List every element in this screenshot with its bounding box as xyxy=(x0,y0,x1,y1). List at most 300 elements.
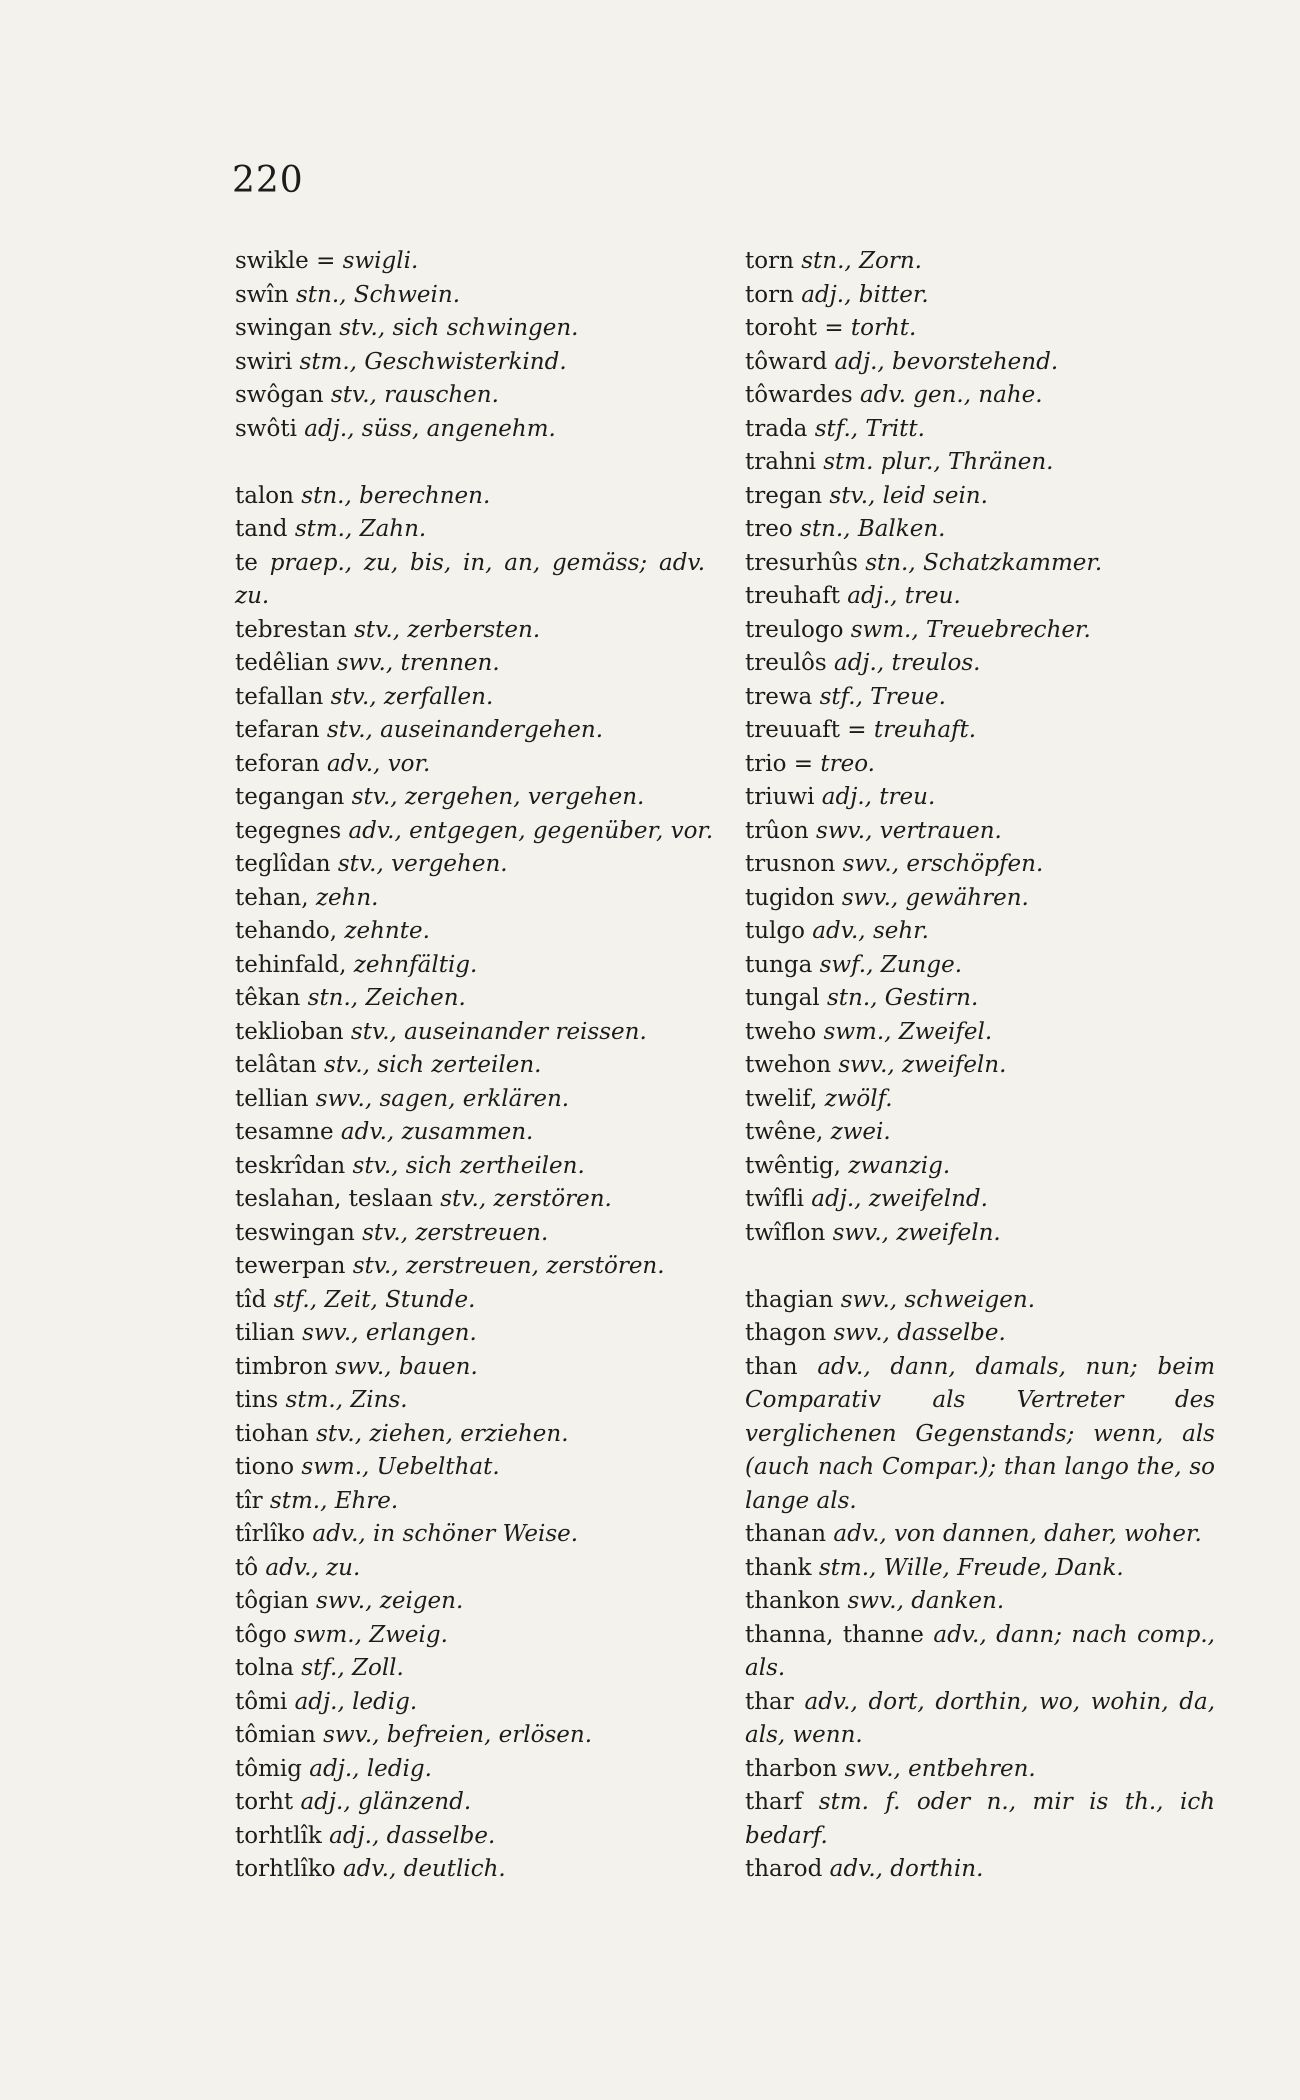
dictionary-entry xyxy=(235,1317,705,1351)
dictionary-entry xyxy=(235,1820,705,1854)
dictionary-entry xyxy=(745,1552,1215,1586)
entry-grammar: adj., xyxy=(847,583,898,609)
entry-headword: tharf xyxy=(745,1789,803,1815)
entry-grammar: swv., xyxy=(316,1588,373,1614)
dictionary-entry xyxy=(235,1049,705,1083)
entry-headword: tehando, xyxy=(235,918,338,944)
entry-definition: Ehre. xyxy=(334,1487,399,1514)
entry-grammar: stv., xyxy=(362,1219,409,1246)
entry-grammar: adv. gen., xyxy=(859,382,972,408)
entry-headword: tîrlîko xyxy=(235,1521,306,1547)
entry-grammar: swv., xyxy=(841,884,899,911)
entry-definition: zerstören. xyxy=(493,1186,612,1212)
entry-definition: zwei. xyxy=(830,1119,891,1145)
entry-headword: twêne, xyxy=(745,1119,824,1145)
dictionary-entry xyxy=(745,346,1215,380)
entry-headword: treulogo xyxy=(745,616,844,643)
entry-grammar: stv., xyxy=(316,1420,363,1447)
entry-definition: dann; nach comp., als. xyxy=(745,1621,1215,1681)
entry-grammar: swv., xyxy=(336,650,394,676)
dictionary-entry xyxy=(235,1753,705,1787)
entry-headword: swôti xyxy=(235,415,297,442)
entry-headword: torhtlîko xyxy=(235,1856,336,1882)
entry-grammar: stm., xyxy=(269,1487,328,1514)
entry-headword: tômian xyxy=(235,1722,316,1748)
entry-grammar: swm., xyxy=(293,1621,362,1648)
entry-headword: swîn xyxy=(235,281,289,308)
entry-headword: swôgan xyxy=(235,382,324,408)
entry-headword: tehan, xyxy=(235,884,309,911)
entry-grammar: adj., xyxy=(811,1186,862,1212)
entry-definition: entgegen, gegenüber, vor. xyxy=(409,817,714,844)
entry-headword: tungal xyxy=(745,985,820,1011)
entry-definition: dorthin. xyxy=(890,1856,984,1882)
entry-grammar: stf., xyxy=(814,415,859,442)
dictionary-entry xyxy=(235,312,705,346)
entry-headword: tômi xyxy=(235,1688,288,1715)
entry-headword: trûon xyxy=(745,817,809,844)
entry-grammar: stn., xyxy=(865,549,916,576)
entry-grammar: stm., xyxy=(285,1387,344,1413)
entry-grammar: swv., xyxy=(816,817,873,844)
entry-headword: teskrîdan xyxy=(235,1152,346,1179)
dictionary-entry xyxy=(235,1217,705,1251)
entry-grammar: praep., xyxy=(269,549,353,576)
entry-headword: swiri xyxy=(235,348,293,375)
dictionary-entry xyxy=(745,480,1215,514)
entry-definition: bitter. xyxy=(858,281,929,308)
entry-grammar: stm. plur., xyxy=(823,449,941,475)
entry-headword: tulgo xyxy=(745,918,805,944)
entry-headword: tefaran xyxy=(235,717,320,743)
entry-grammar: stv., xyxy=(440,1186,487,1212)
entry-definition: ledig. xyxy=(366,1755,432,1782)
entry-grammar: stv., xyxy=(352,1152,399,1179)
entry-definition: zwanzig. xyxy=(848,1152,951,1179)
dictionary-entry xyxy=(745,547,1215,581)
entry-headword: tugidon xyxy=(745,884,835,911)
entry-grammar: swm., xyxy=(850,616,919,643)
dictionary-entry xyxy=(745,245,1215,279)
entry-definition: Wille, Freude, Dank. xyxy=(883,1554,1124,1581)
entry-grammar: stm., xyxy=(299,348,357,375)
dictionary-entry xyxy=(235,513,705,547)
entry-definition: auseinandergehen. xyxy=(380,717,604,743)
entry-grammar: stm., xyxy=(294,516,353,542)
entry-headword: tôwardes xyxy=(745,382,853,408)
entry-headword: tiohan xyxy=(235,1420,309,1447)
entry-headword: thanan xyxy=(745,1521,827,1547)
entry-headword: tregan xyxy=(745,482,823,509)
entry-headword: tegangan xyxy=(235,784,345,810)
entry-grammar: adj., xyxy=(833,650,885,676)
entry-grammar: swv., xyxy=(842,851,900,877)
dictionary-entry xyxy=(745,1150,1215,1184)
dictionary-entry xyxy=(745,580,1215,614)
entry-definition: zeigen. xyxy=(379,1588,464,1614)
entry-grammar: adv., xyxy=(804,1688,858,1715)
entry-definition: Gestirn. xyxy=(884,985,979,1011)
entry-headword: treo xyxy=(745,516,793,542)
dictionary-entry xyxy=(235,1284,705,1318)
entry-definition: danken. xyxy=(911,1588,1005,1614)
entry-headword: thagon xyxy=(745,1320,827,1346)
left-column xyxy=(235,245,714,1887)
entry-definition: Zweifel. xyxy=(898,1018,993,1045)
dictionary-entry xyxy=(235,1518,705,1552)
entry-grammar: swv., xyxy=(315,1085,373,1112)
entry-grammar: adj., xyxy=(834,348,885,375)
entry-definition: Zahn. xyxy=(359,516,427,542)
entry-definition: zergehen, vergehen. xyxy=(404,784,645,810)
entry-headword: torht xyxy=(235,1789,294,1815)
entry-headword: tilian xyxy=(235,1320,295,1346)
entry-grammar: adv., xyxy=(817,1353,871,1380)
entry-definition: Schatzkammer. xyxy=(923,549,1103,576)
dictionary-entry xyxy=(235,915,705,949)
dictionary-entry xyxy=(235,1686,705,1720)
entry-headword: tharbon xyxy=(745,1755,838,1782)
entry-headword: swingan xyxy=(235,315,332,341)
entry-headword: treuuaft xyxy=(745,717,840,743)
entry-grammar: adj., xyxy=(329,1822,380,1849)
entry-grammar: adj., xyxy=(304,415,355,442)
entry-definition: dann, damals, nun; beim Comparativ als Vertreter des verglichenen Gegenstands; wenn, als (auch nach Compar.); than lango the, so lange als. xyxy=(745,1353,1215,1514)
entry-headword: torn xyxy=(745,281,794,308)
entry-grammar: swv., xyxy=(832,1219,889,1246)
entry-definition: zweifeln. xyxy=(896,1219,1001,1246)
entry-headword: tîd xyxy=(235,1286,267,1313)
dictionary-entry xyxy=(745,413,1215,447)
entry-grammar: adv., xyxy=(829,1856,883,1882)
entry-grammar: stn., xyxy=(295,281,347,308)
dictionary-entry xyxy=(745,882,1215,916)
entry-headword: trahni xyxy=(745,449,816,475)
entry-grammar: swm., xyxy=(301,1454,370,1480)
entry-definition: ledig. xyxy=(352,1688,418,1715)
entry-grammar: adj., xyxy=(309,1755,360,1782)
entry-grammar: swv., xyxy=(833,1320,890,1346)
entry-headword: tesamne xyxy=(235,1119,334,1145)
entry-headword: têkan xyxy=(235,985,301,1011)
dictionary-entry xyxy=(235,346,705,380)
entry-grammar: adv., xyxy=(312,1521,366,1547)
dictionary-entry xyxy=(235,1485,705,1519)
dictionary-entry xyxy=(235,1116,705,1150)
dictionary-entry xyxy=(235,1585,705,1619)
entry-headword: tômig xyxy=(235,1755,302,1782)
dictionary-entry xyxy=(235,1786,705,1820)
entry-definition: = swigli. xyxy=(316,248,419,274)
dictionary-entry xyxy=(745,1619,1215,1686)
dictionary-entry xyxy=(745,1351,1215,1519)
entry-definition: in schöner Weise. xyxy=(373,1521,579,1547)
dictionary-entry xyxy=(235,1853,705,1887)
entry-headword: tedêlian xyxy=(235,650,330,676)
entry-definition: zusammen. xyxy=(401,1119,534,1145)
entry-definition: bauen. xyxy=(398,1353,478,1380)
entry-grammar: swv., xyxy=(302,1320,359,1346)
entry-definition: befreien, erlösen. xyxy=(386,1722,592,1748)
page-number: 220 xyxy=(232,160,304,201)
entry-headword: thar xyxy=(745,1688,794,1715)
dictionary-entry xyxy=(745,1284,1215,1318)
dictionary-entry xyxy=(745,681,1215,715)
entry-headword: te xyxy=(235,549,258,576)
entry-headword: twehon xyxy=(745,1052,832,1078)
entry-headword: tolna xyxy=(235,1655,294,1681)
entry-headword: tîr xyxy=(235,1487,263,1514)
entry-headword: tehinfald, xyxy=(235,951,347,978)
entry-headword: teswingan xyxy=(235,1219,355,1246)
entry-definition: Zins. xyxy=(350,1387,408,1413)
entry-headword: treulôs xyxy=(745,650,827,676)
dictionary-entry xyxy=(235,1719,705,1753)
entry-grammar: adv., xyxy=(342,1856,397,1882)
entry-definition: Zweig. xyxy=(369,1621,448,1648)
entry-grammar: adv., xyxy=(327,750,381,777)
entry-definition: zweifelnd. xyxy=(868,1186,988,1212)
entry-grammar: swv., xyxy=(323,1722,380,1748)
entry-definition: trennen. xyxy=(400,650,500,676)
entry-definition: bevorstehend. xyxy=(892,348,1059,375)
entry-grammar: adv., xyxy=(340,1119,395,1145)
entry-grammar: stn., xyxy=(800,516,851,542)
entry-definition: zweifeln. xyxy=(902,1052,1007,1078)
section-gap xyxy=(745,1250,1215,1284)
entry-definition: zu, bis, in, an, gemäss; adv. zu. xyxy=(235,549,706,609)
entry-headword: triuwi xyxy=(745,784,815,810)
entry-definition: Treuebrecher. xyxy=(925,616,1091,643)
entry-definition: Thränen. xyxy=(948,449,1054,475)
entry-definition: zwölf. xyxy=(824,1085,893,1112)
dictionary-entry xyxy=(235,781,705,815)
dictionary-entry xyxy=(745,815,1215,849)
dictionary-entry xyxy=(745,1753,1215,1787)
entry-headword: twîflon xyxy=(745,1219,826,1246)
dictionary-entry xyxy=(235,1552,705,1586)
dictionary-entry xyxy=(235,1351,705,1385)
entry-definition: Zeit, Stunde. xyxy=(324,1286,476,1313)
entry-grammar: adj., xyxy=(801,281,852,308)
dictionary-entry xyxy=(745,647,1215,681)
entry-definition: Treue. xyxy=(870,683,946,710)
right-column xyxy=(745,245,1215,1887)
entry-headword: swikle xyxy=(235,248,309,274)
dictionary-entry xyxy=(745,949,1215,983)
entry-headword: toroht xyxy=(745,315,817,341)
dictionary-entry xyxy=(745,614,1215,648)
entry-definition: Tritt. xyxy=(865,415,925,442)
dictionary-entry xyxy=(745,1049,1215,1083)
entry-definition: = treo. xyxy=(793,750,875,777)
entry-headword: thankon xyxy=(745,1588,841,1614)
entry-definition: nahe. xyxy=(978,382,1043,408)
entry-grammar: swv., xyxy=(840,1286,898,1313)
entry-headword: tins xyxy=(235,1387,279,1413)
entry-grammar: stv., xyxy=(337,851,384,877)
dictionary-entry xyxy=(235,848,705,882)
entry-grammar: swv., xyxy=(838,1052,895,1078)
dictionary-entry xyxy=(235,748,705,782)
entry-definition: von dannen, daher, woher. xyxy=(894,1521,1202,1547)
entry-definition: Zeichen. xyxy=(365,985,466,1011)
dictionary-entry xyxy=(745,781,1215,815)
entry-definition: erlangen. xyxy=(365,1320,477,1346)
entry-grammar: swv., xyxy=(844,1755,901,1782)
entry-definition: gewähren. xyxy=(905,884,1029,911)
entry-definition: erschöpfen. xyxy=(906,851,1044,877)
dictionary-entry xyxy=(745,915,1215,949)
entry-grammar: adv., xyxy=(812,918,866,944)
entry-definition: sich zerteilen. xyxy=(377,1052,542,1078)
entry-headword: teklioban xyxy=(235,1018,344,1045)
dictionary-entry xyxy=(235,614,705,648)
dictionary-entry xyxy=(235,647,705,681)
dictionary-entry xyxy=(745,1217,1215,1251)
entry-grammar: stv., xyxy=(350,1018,397,1045)
entry-headword: twelif, xyxy=(745,1085,818,1112)
entry-definition: Geschwisterkind. xyxy=(364,348,567,375)
dictionary-entry xyxy=(235,882,705,916)
dictionary-entry xyxy=(235,681,705,715)
dictionary-entry xyxy=(745,379,1215,413)
dictionary-entry xyxy=(235,1418,705,1452)
dictionary-entry xyxy=(745,982,1215,1016)
entry-grammar: stv., xyxy=(330,382,377,408)
entry-definition: auseinander reissen. xyxy=(404,1018,647,1045)
entry-headword: torhtlîk xyxy=(235,1822,322,1849)
entry-definition: zerfallen. xyxy=(383,683,494,710)
entry-definition: treulos. xyxy=(891,650,981,676)
dictionary-entry xyxy=(235,714,705,748)
dictionary-entry xyxy=(235,1384,705,1418)
dictionary-entry xyxy=(235,949,705,983)
entry-headword: thanna, thanne xyxy=(745,1621,924,1648)
entry-definition: dasselbe. xyxy=(897,1320,1006,1346)
entry-definition: Zunge. xyxy=(880,951,963,978)
entry-definition: berechnen. xyxy=(359,482,491,509)
dictionary-entry xyxy=(745,312,1215,346)
entry-grammar: stv., xyxy=(351,784,398,810)
entry-grammar: stv., xyxy=(326,717,373,743)
entry-grammar: adj., xyxy=(300,1789,351,1815)
entry-grammar: stm., xyxy=(818,1554,877,1581)
dictionary-entry xyxy=(745,1585,1215,1619)
dictionary-entry xyxy=(745,714,1215,748)
entry-definition: glänzend. xyxy=(357,1789,472,1815)
entry-definition: sich schwingen. xyxy=(392,315,579,341)
entry-headword: tefallan xyxy=(235,683,324,710)
dictionary-entry xyxy=(235,1652,705,1686)
entry-grammar: stv., xyxy=(330,683,377,710)
entry-headword: tewerpan xyxy=(235,1253,346,1279)
entry-definition: vertrauen. xyxy=(879,817,1002,844)
entry-grammar: stn., xyxy=(307,985,359,1011)
entry-definition: Zoll. xyxy=(351,1655,404,1681)
entry-grammar: stf., xyxy=(273,1286,318,1313)
entry-headword: tôgian xyxy=(235,1588,309,1614)
entry-definition: zerstreuen, zerstören. xyxy=(405,1253,665,1279)
dictionary-entry xyxy=(235,413,705,447)
dictionary-entry xyxy=(235,1451,705,1485)
entry-grammar: stn., xyxy=(301,482,352,509)
section-gap xyxy=(235,446,705,480)
entry-headword: tunga xyxy=(745,951,813,978)
entry-headword: tellian xyxy=(235,1085,309,1112)
dictionary-entry xyxy=(235,547,705,614)
entry-grammar: stv., xyxy=(829,482,876,509)
dictionary-entry xyxy=(745,1518,1215,1552)
entry-definition: sagen, erklären. xyxy=(379,1085,570,1112)
dictionary-entry xyxy=(745,748,1215,782)
entry-grammar: stm. f. oder n., xyxy=(818,1789,1017,1815)
dictionary-entry xyxy=(745,1116,1215,1150)
dictionary-entry xyxy=(745,446,1215,480)
entry-headword: tôward xyxy=(745,348,828,375)
entry-definition: deutlich. xyxy=(403,1856,506,1882)
dictionary-entry xyxy=(745,1016,1215,1050)
entry-definition: leid sein. xyxy=(882,482,988,509)
entry-headword: tand xyxy=(235,516,288,542)
entry-definition: treu. xyxy=(879,784,936,810)
entry-definition: sich zertheilen. xyxy=(405,1152,585,1179)
entry-definition: Zorn. xyxy=(859,248,922,274)
entry-headword: talon xyxy=(235,482,294,509)
entry-grammar: adj., xyxy=(294,1688,345,1715)
dictionary-entry xyxy=(745,279,1215,313)
dictionary-entry xyxy=(745,1786,1215,1853)
entry-headword: tiono xyxy=(235,1454,295,1480)
dictionary-entry xyxy=(235,1183,705,1217)
dictionary-entry xyxy=(745,1686,1215,1753)
entry-grammar: stv., xyxy=(352,1253,399,1279)
dictionary-entry xyxy=(235,279,705,313)
dictionary-entry xyxy=(745,513,1215,547)
entry-grammar: swm., xyxy=(823,1018,892,1045)
entry-definition: Uebelthat. xyxy=(376,1454,500,1480)
entry-definition: zehnfältig. xyxy=(353,951,478,978)
entry-grammar: adj., xyxy=(821,784,872,810)
entry-headword: timbron xyxy=(235,1353,328,1380)
entry-headword: tôgo xyxy=(235,1621,287,1648)
entry-grammar: adv., xyxy=(933,1621,987,1648)
entry-definition: vor. xyxy=(387,750,431,777)
entry-definition: zu. xyxy=(326,1554,361,1581)
dictionary-entry xyxy=(745,1183,1215,1217)
entry-headword: tô xyxy=(235,1554,259,1581)
entry-definition: dasselbe. xyxy=(386,1822,496,1849)
entry-headword: trio xyxy=(745,750,787,777)
entry-grammar: stf., xyxy=(819,683,863,710)
entry-grammar: stv., xyxy=(324,1052,370,1078)
entry-headword: thank xyxy=(745,1554,812,1581)
entry-definition: treu. xyxy=(904,583,961,609)
entry-definition: rauschen. xyxy=(384,382,499,408)
entry-headword: trusnon xyxy=(745,851,836,877)
entry-definition: schweigen. xyxy=(904,1286,1036,1313)
entry-definition: = torht. xyxy=(824,315,917,341)
entry-grammar: stv., xyxy=(339,315,386,341)
entry-definition: = treuhaft. xyxy=(847,717,977,743)
entry-headword: telâtan xyxy=(235,1052,317,1078)
dictionary-entry xyxy=(235,1250,705,1284)
entry-definition: süss, angenehm. xyxy=(361,415,556,442)
dictionary-entry xyxy=(745,1853,1215,1887)
entry-grammar: stn., xyxy=(801,248,852,274)
entry-headword: thagian xyxy=(745,1286,834,1313)
entry-definition: ziehen, erziehen. xyxy=(369,1420,569,1447)
